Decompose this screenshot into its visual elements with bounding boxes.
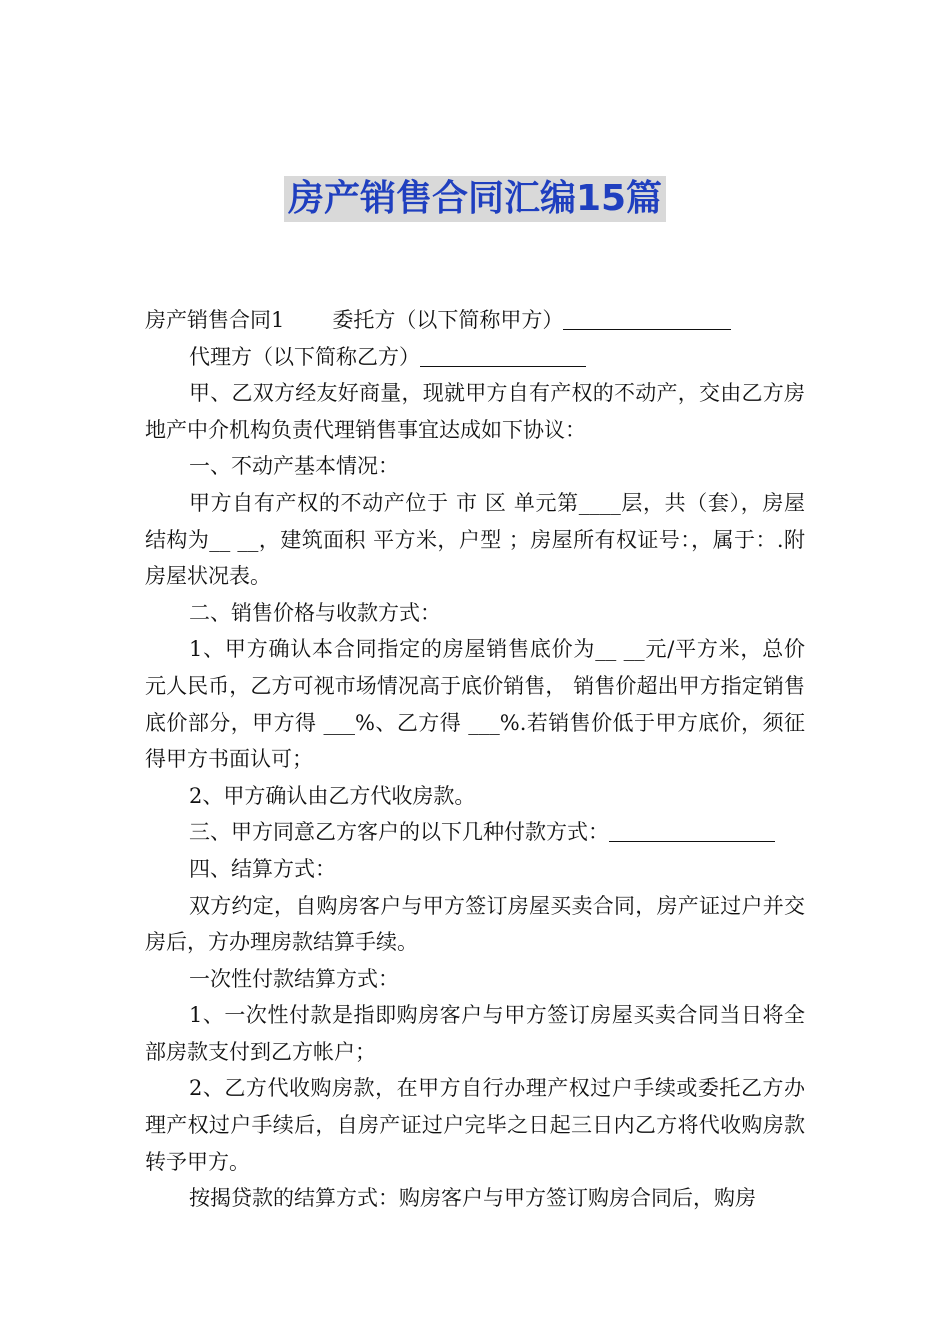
section-4-heading: 四、结算方式：: [189, 856, 336, 881]
paragraph-3: 甲、乙双方经友好商量，现就甲方自有产权的不动产，交由乙方房地产中介机构负责代理销售事宜达成如下协议：: [145, 381, 805, 442]
paragraph-13: 1、一次性付款是指即购房客户与甲方签订房屋买卖合同当日将全部房款支付到乙方帐户；: [145, 1003, 805, 1064]
paragraph-5: 甲方自有产权的不动产位于 市 区 单元第____层，共（套），房屋结构为__ __，建筑面积 平方米，户型 ；房屋所有权证号：，属于：.附房屋状况表。: [145, 490, 805, 589]
title-container: [0, 176, 950, 222]
section-3-heading: [145, 814, 805, 851]
paragraph-14: 2、乙方代收购房款，在甲方自行办理产权过户手续或委托乙方办理产权过户手续后，自房产证过户完毕之日起三日内乙方将代收购房款转予甲方。: [145, 1076, 805, 1174]
contract-heading: 房产销售合同1: [145, 308, 285, 332]
document-body: [145, 302, 805, 1217]
paragraph-8: 2、甲方确认由乙方代收房款。: [189, 783, 476, 808]
paragraph-2: [145, 339, 805, 376]
payment-methods-blank: [609, 819, 775, 842]
section-2-heading: 二、销售价格与收款方式：: [189, 600, 441, 625]
paragraph-1: [145, 302, 805, 339]
payment-methods-label: 三、甲方同意乙方客户的以下几种付款方式：: [189, 820, 609, 845]
section-1-heading: 一、不动产基本情况：: [189, 454, 399, 479]
agent-label: 代理方（以下简称乙方）: [189, 344, 420, 369]
agent-blank: [420, 344, 586, 367]
paragraph-12: 一次性付款结算方式：: [189, 966, 399, 991]
paragraph-11: 双方约定，自购房客户与甲方签订房屋买卖合同，房产证过户并交房后，方办理房款结算手续。: [145, 893, 805, 955]
paragraph-7: 1、甲方确认本合同指定的房屋销售底价为__ __元/平方米，总价 元人民币，乙方可视市场情况高于底价销售， 销售价超出甲方指定销售底价部分，甲方得 ___%、乙方得 ___%.若销售价低于甲方底价，须征得甲方书面认可；: [145, 637, 805, 772]
principal-blank: [563, 307, 731, 330]
principal-label: 委托方（以下简称甲方）: [332, 308, 564, 332]
document-title: 房产销售合同汇编15篇: [284, 176, 666, 222]
paragraph-15: 按揭贷款的结算方式：购房客户与甲方签订购房合同后，购房: [189, 1186, 756, 1211]
